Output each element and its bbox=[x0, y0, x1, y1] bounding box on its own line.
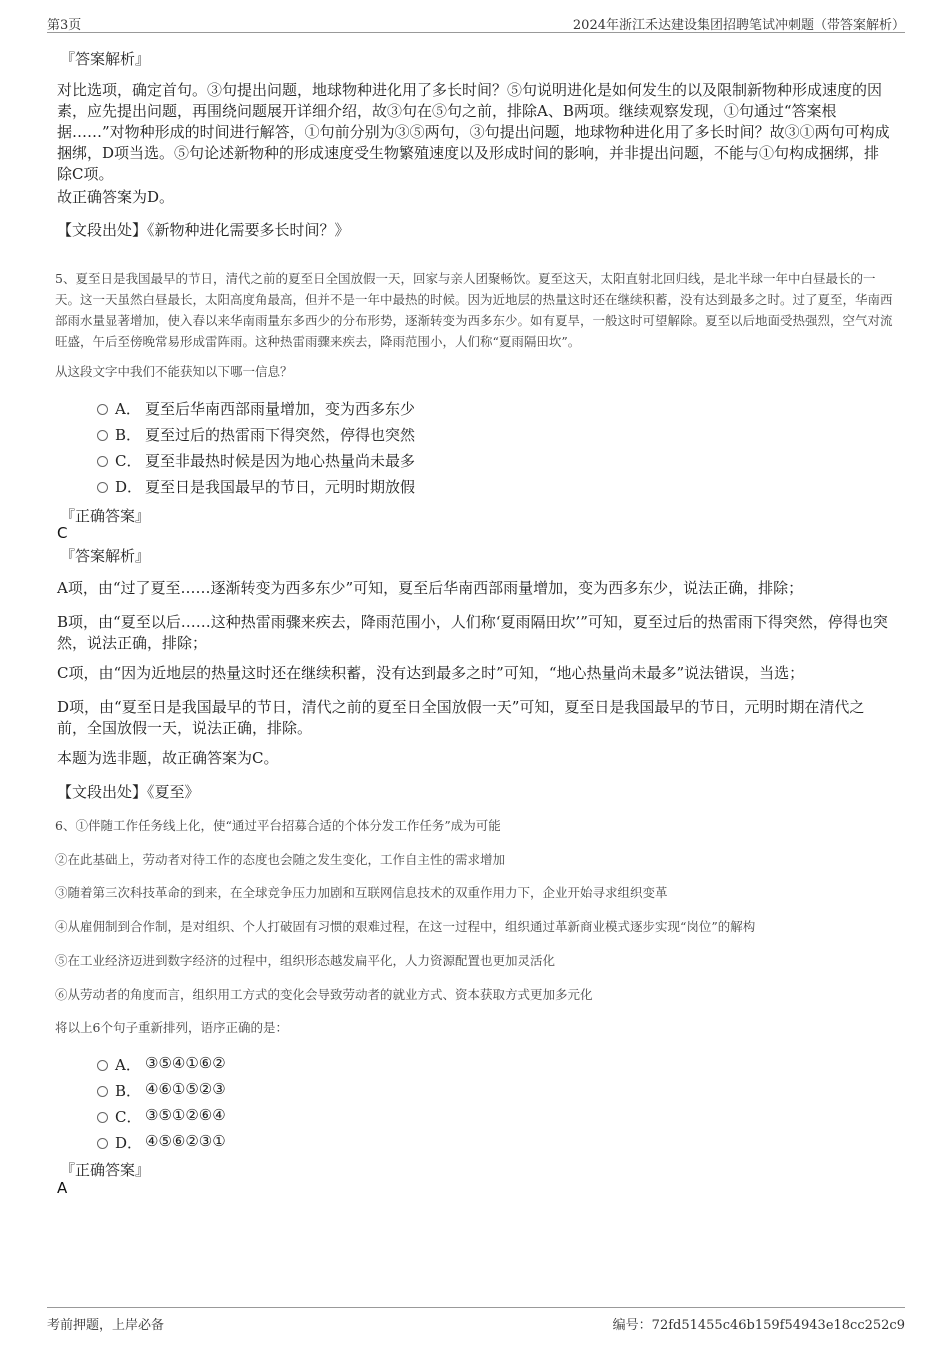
q5-source: 【文段出处】《夏至》 bbox=[57, 783, 200, 801]
radio-button[interactable] bbox=[97, 482, 108, 493]
radio-button[interactable] bbox=[97, 430, 108, 441]
q6-sentence-2: ②在此基础上，劳动者对待工作的态度也会随之发生变化，工作自主性的需求增加 bbox=[55, 852, 506, 867]
radio-button[interactable] bbox=[97, 1138, 108, 1149]
q5-question: 从这段文字中我们不能获知以下哪一信息？ bbox=[55, 364, 293, 379]
q6-sentence-1: 6、①伴随工作任务线上化，使“通过平台招募合适的个体分发工作任务”成为可能 bbox=[55, 818, 501, 833]
radio-button[interactable] bbox=[97, 1086, 108, 1097]
q6-answer: A bbox=[57, 1179, 68, 1197]
q5-analysis-label: 『答案解析』 bbox=[60, 547, 151, 565]
q5-answer: C bbox=[57, 524, 68, 542]
document-title: 2024年浙江禾达建设集团招聘笔试冲刺题（带答案解析） bbox=[572, 18, 905, 33]
radio-button[interactable] bbox=[97, 404, 108, 415]
footer-slogan: 考前押题，上岸必备 bbox=[47, 1318, 165, 1333]
q6-sentence-6: ⑥从劳动者的角度而言，组织用工方式的变化会导致劳动者的就业方式、资本获取方式更加多元化 bbox=[55, 987, 593, 1002]
page-footer bbox=[47, 1307, 905, 1333]
q6-sentence-3: ③随着第三次科技革命的到来，在全球竞争压力加剧和互联网信息技术的双重作用力下，企业开始寻求组织变革 bbox=[55, 885, 668, 900]
q6-sentence-5: ⑤在工业经济迈进到数字经济的过程中，组织形态越发扁平化，人力资源配置也更加灵活化 bbox=[55, 953, 556, 968]
radio-button[interactable] bbox=[97, 456, 108, 467]
radio-button[interactable] bbox=[97, 1112, 108, 1123]
q5-passage: 5、夏至日是我国最早的节日，清代之前的夏至日全国放假一天，回家与亲人团聚畅饮。夏至这天，太阳直射北回归线，是北半球一年中白昼最长的一天。这一天虽然白昼最长，太阳高度角最高，但并不是一年中最热的时候。因为近地层的热量这时还在继续积蓄，没有达到最多之时。过了夏至，华南西部雨水量显著增加，使入春以来华南雨量东多西少的分布形势，逐渐转变为西多东少。如有夏旱，一般这时可望解除。夏至以后地面受热强烈，空气对流旺盛，午后至傍晚常易形成雷阵雨。这种热雷雨骤来疾去，降雨范围小，人们称“夏雨隔田坎”。 bbox=[55, 271, 893, 349]
q5-analysis-a: A项，由“过了夏至……逐渐转变为西多东少”可知，夏至后华南西部雨量增加，变为西多东少，说法正确，排除； bbox=[57, 579, 804, 597]
radio-button[interactable] bbox=[97, 1060, 108, 1071]
q5-answer-label: 『正确答案』 bbox=[60, 507, 151, 525]
q6-sentence-4: ④从雇佣制到合作制，是对组织、个人打破固有习惯的艰难过程，在这一过程中，组织通过革新商业模式逐步实现“岗位”的解构 bbox=[55, 919, 756, 934]
q4-conclusion: 故正确答案为D。 bbox=[57, 188, 175, 206]
q4-analysis-label: 『答案解析』 bbox=[60, 50, 151, 68]
q5-analysis-d: D项，由“夏至日是我国最早的节日，清代之前的夏至日全国放假一天”可知，夏至日是我国最早的节日，元明时期在清代之前，全国放假一天，说法正确，排除。 bbox=[57, 698, 865, 737]
q6-question: 将以上6个句子重新排列，语序正确的是： bbox=[55, 1020, 288, 1035]
page-header bbox=[47, 12, 905, 33]
q5-conclusion: 本题为选非题，故正确答案为C。 bbox=[57, 749, 279, 767]
q5-analysis-c: C项，由“因为近地层的热量这时还在继续积蓄，没有达到最多之时”可知，“地心热量尚未最多”说法错误，当选； bbox=[57, 664, 805, 682]
page-number: 第3页 bbox=[47, 18, 82, 33]
document-id: 编号：72fd51455c46b159f54943e18cc252c9 bbox=[612, 1318, 905, 1333]
q5-analysis-b: B项，由“夏至以后……这种热雷雨骤来疾去，降雨范围小，人们称‘夏雨隔田坎’”可知，夏至过后的热雷雨下得突然，停得也突然，说法正确，排除； bbox=[57, 613, 888, 652]
q6-answer-label: 『正确答案』 bbox=[60, 1161, 151, 1179]
q4-source: 【文段出处】《新物种进化需要多长时间？》 bbox=[57, 221, 350, 239]
q4-analysis-text: 对比选项，确定首句。③句提出问题，地球物种进化用了多长时间？⑤句说明进化是如何发生的以及限制新物种形成速度的因素，应先提出问题，再围绕问题展开详细介绍，故③句在⑤句之前，排除A、B两项。继续观察发现，①句通过“答案根据……”对物种形成的时间进行解答，①句前分别为③⑤两句，③句提出问题，地球物种进化用了多长时间？故③①两句可构成捆绑，D项当选。⑤句论述新物种的形成速度受生物繁殖速度以及形成时间的影响，并非提出问题，不能与①句构成捆绑，排除C项。 bbox=[57, 81, 890, 183]
